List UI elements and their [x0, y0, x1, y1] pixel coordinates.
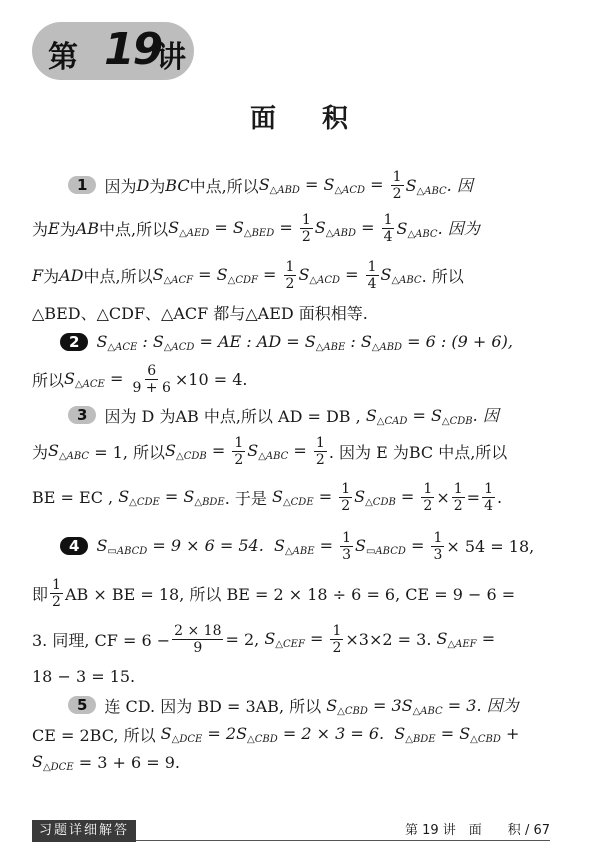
problem-4	[32, 522, 550, 690]
var: F	[32, 265, 44, 285]
text: 即	[32, 584, 49, 604]
math-expression: × 54 = 18,	[446, 536, 535, 556]
footer-section-label: 习题详细解答	[32, 820, 136, 842]
fraction: $\frac{1}{4}$	[367, 258, 377, 292]
fraction: $\frac{1}{3}$	[342, 529, 352, 563]
title-right: 积	[322, 104, 349, 134]
text: = 3 + 6 = 9.	[78, 752, 181, 772]
badge-suffix: 讲	[156, 40, 186, 75]
badge-number: 19	[104, 24, 162, 75]
problem-1	[32, 166, 550, 326]
text: 为	[32, 219, 49, 239]
math-expression: $S_{\triangle ABC}$	[380, 264, 422, 286]
footer-page-info: 第 19 讲 面 积 / 67	[405, 823, 550, 838]
math-expression: $S_{\triangle ACE}$ =	[64, 368, 129, 390]
text: = 2,	[225, 629, 260, 649]
text: 所以	[32, 370, 65, 390]
problem-2	[32, 326, 550, 400]
var: BC	[165, 175, 190, 195]
math-expression: $S_{\triangle AED} = S_{\triangle BED}$ =	[168, 217, 298, 239]
fraction: $\frac{1}{2}$	[234, 434, 244, 468]
fraction: $\frac{1}{2}$	[332, 622, 342, 656]
text: = 1, 所以	[94, 442, 166, 462]
text: ×10 = 4.	[174, 369, 248, 389]
text: CE = 2BC, 所以	[32, 725, 156, 745]
text: ×3×2 = 3.	[345, 629, 432, 649]
lecture-badge	[32, 22, 194, 80]
math-expression: $S_{\triangle ABD}$ =	[314, 217, 380, 239]
fraction: $\frac{1}{2}$	[285, 258, 295, 292]
text: 3. 同理, CF = 6 −	[32, 630, 171, 650]
text: 中点,所以	[83, 266, 153, 286]
math-expression: $S_{\triangle CDE} = S_{\triangle BDE}$	[113, 486, 225, 508]
fraction: $\frac{1}{2}$	[52, 576, 61, 610]
math-expression: $S_{\triangle CDE}$ =	[266, 486, 338, 508]
problem-5	[32, 690, 550, 776]
title-left: 面	[249, 104, 276, 134]
solutions-content	[32, 166, 550, 776]
badge-prefix: 第	[48, 40, 78, 75]
page-title	[0, 98, 598, 135]
fraction: $\frac{1}{2}$	[423, 480, 433, 514]
problem-number-badge: 3	[68, 406, 96, 424]
problem-number-badge: 5	[68, 696, 96, 714]
var: E	[48, 218, 60, 238]
math-expression: $S_{\triangle ABC}$. 因	[405, 176, 473, 197]
text: 18 − 3 = 15.	[32, 666, 136, 686]
math-expression: $S_{\triangle DCE}$	[32, 751, 74, 773]
math-expression: $S_{\triangle ABD} = S_{\triangle ACD}$ =	[258, 174, 389, 196]
var: AD	[59, 265, 84, 285]
text: 为	[32, 442, 49, 462]
math-expression: $S_{\triangle ACD}$ =	[298, 264, 364, 286]
fraction: $\frac{1}{2}$	[392, 168, 402, 202]
fraction: $\frac{1}{2}$	[341, 480, 351, 514]
math-expression: $S_{▭ABCD} = 9 \times 6 = 54$. $S_{\triangle ABE}$ =	[96, 535, 339, 557]
math-expression: $S_{\triangle ABC}$. 因为	[396, 219, 480, 240]
fraction: $\frac{1}{4}$	[383, 211, 393, 245]
text: . 于是	[224, 488, 267, 508]
var: AB	[75, 218, 100, 238]
text: 为	[43, 266, 60, 286]
text: AB × BE = 18, 所以 BE = 2 × 18 ÷ 6 = 6, CE = 9 − 6 =	[64, 584, 516, 604]
text: . 所以	[421, 266, 464, 286]
problem-number-badge: 2	[60, 333, 88, 351]
math-expression: $S_{\triangle CAD} = S_{\triangle CDB}$. 因	[360, 406, 499, 427]
fraction: $\frac{1}{2}$	[301, 211, 311, 245]
fraction: $\frac{1}{2}$	[453, 480, 463, 514]
text: 中点,所以	[189, 176, 259, 196]
text: 为	[59, 219, 76, 239]
var: D	[136, 175, 150, 195]
math-expression: $S_{\triangle DCE} = 2S_{\triangle CBD} = 2 \times 3 = 6$. $S_{\triangle BDE} = S_{\triangle CBD}$ +	[155, 723, 520, 745]
math-expression: $S_{\triangle ACF} = S_{\triangle CDF}$ =	[152, 264, 282, 286]
text: 因为	[104, 176, 137, 196]
problem-number-badge: 4	[60, 537, 88, 555]
math-expression: $S_{\triangle CBD} = 3S_{\triangle ABC} = 3$. 因为	[321, 696, 519, 717]
math-expression: $S_{\triangle CEF}$ =	[259, 628, 329, 650]
fraction: $\frac{2 \times 18}{9}$	[174, 622, 222, 656]
problem-number-badge: 1	[68, 176, 96, 194]
text: . 因为 E 为BC 中点,所以	[328, 442, 508, 462]
math-expression: $S_{\triangle CDB}$ =	[165, 440, 231, 462]
text: 连 CD. 因为 BD = 3AB, 所以	[104, 696, 322, 716]
text: △BED、△CDF、△ACF 都与△AED 面积相等.	[32, 303, 368, 323]
math-expression: $S_{\triangle AEF}$ =	[431, 628, 496, 650]
fraction: $\frac{1}{2}$	[315, 434, 325, 468]
text: 因为 D 为AB 中点,所以 AD = DB ,	[104, 406, 361, 426]
problem-3: 3 因为 D 为AB 中点,所以 AD = DB , $S_{\triangle CAD} = S_{\triangle CDB}$. 因 为 $S_{\triangle ABC}$ = 1, 所以 $S_{\triangle CDB}$ = $\frac{1}{2}$ $S_{\triangle ABC}$ = $\frac{1}{2}$ . 因为 E 为BC 中点,所以 BE = EC , $S_{\triangle CDE} = S_{\triangle BDE}$ . 于是 $S_{\triangle CDE}$ = $\frac{1}{2}$ $S_{\triangle CDB}$ = $\frac{1}{2}$ × $\frac{1}{2}$ = $\frac{1}{4}$ .	[32, 400, 550, 522]
fraction: $\frac{1}{4}$	[484, 480, 493, 514]
math-expression: $S_{\triangle ABC}$ =	[247, 440, 312, 462]
math-expression: $S_{\triangle ABC}$	[48, 440, 90, 462]
math-expression: $S_{▭ABCD}$ =	[355, 535, 430, 557]
math-expression: $S_{\triangle ACE}$ : $S_{\triangle ACD}$ = AE : AD = $S_{\triangle ABE}$ : $S_{\triangle ABD} = 6$ : (9 + 6),	[96, 331, 513, 353]
text: BE = EC ,	[32, 487, 114, 507]
math-expression: $S_{\triangle CDB}$ =	[354, 486, 420, 508]
text: 为	[149, 176, 166, 196]
fraction: $\frac{6}{9 + 6}$	[132, 362, 171, 396]
fraction: $\frac{1}{3}$	[433, 529, 443, 563]
text: 中点,所以	[99, 219, 169, 239]
